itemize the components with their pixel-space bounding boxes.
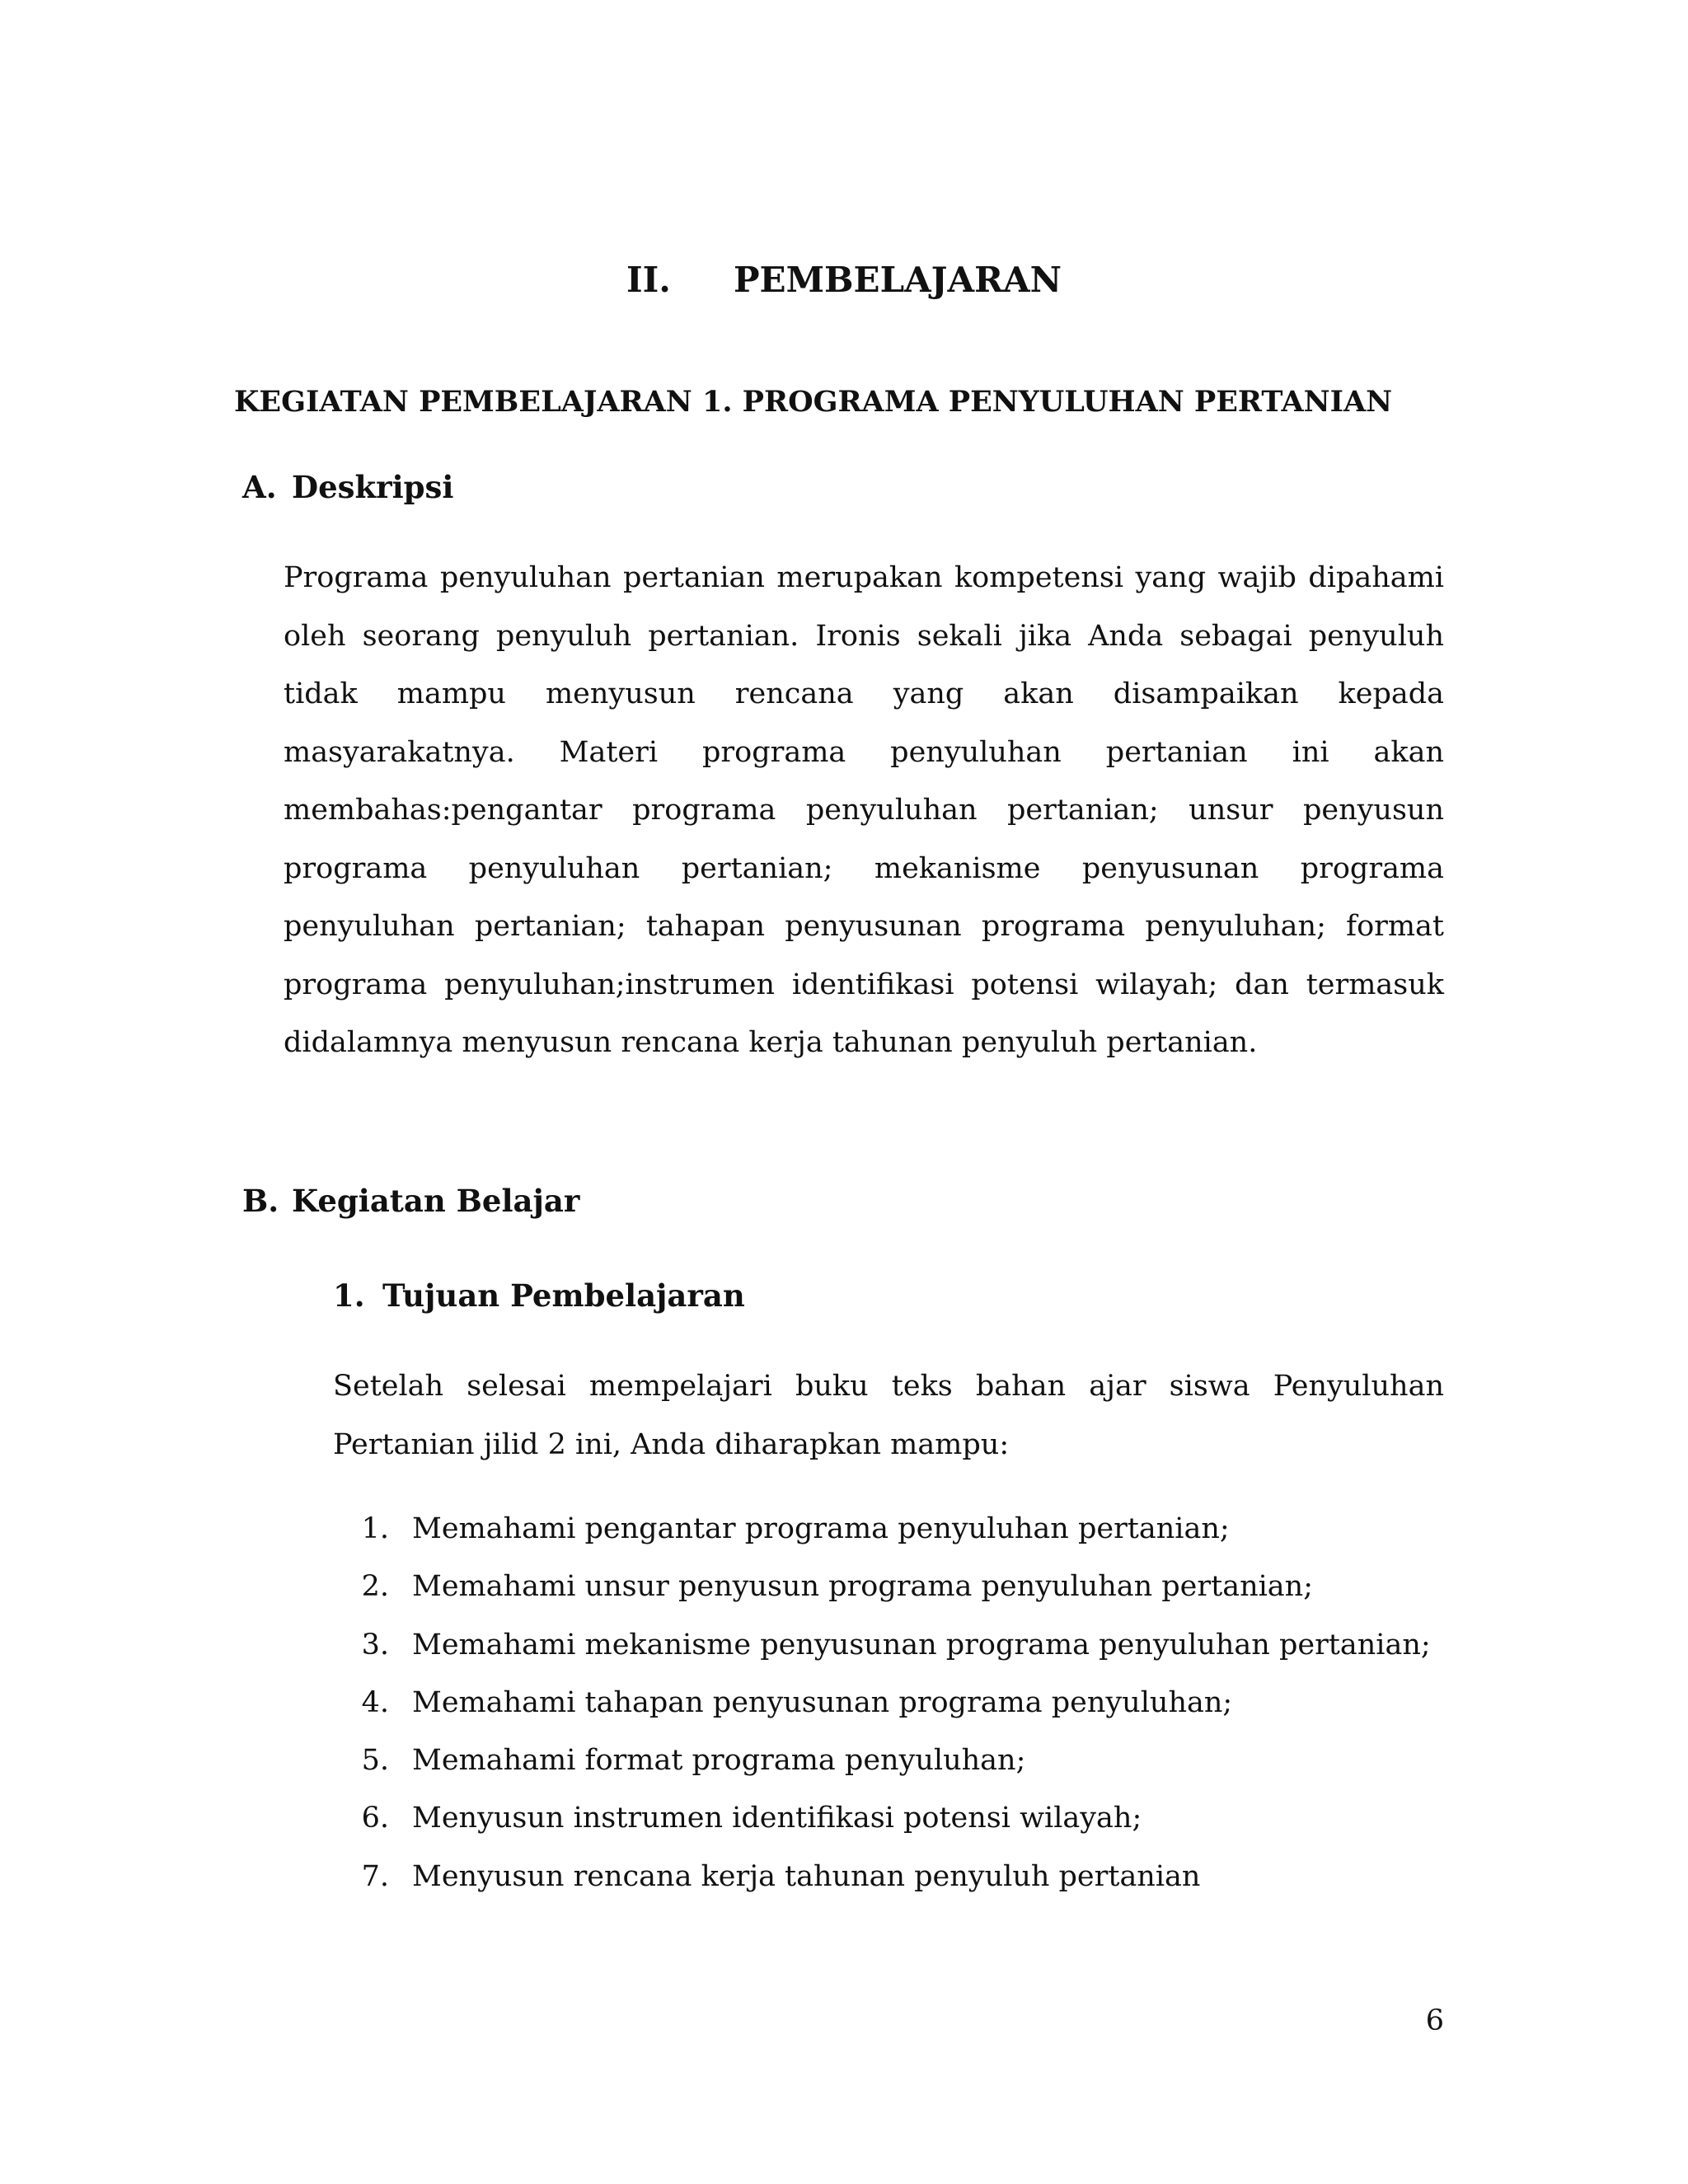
chapter-title-text: PEMBELAJARAN (733, 260, 1062, 301)
list-item (333, 1500, 1431, 1558)
list-item-number: 6. (361, 1802, 389, 1835)
list-item-number: 4. (361, 1685, 389, 1719)
section-a-paragraph: Programa penyuluhan pertanian merupakan kompetensi yang wajib dipahami oleh seorang penyuluh pertanian. Ironis sekali jika Anda sebagai penyuluh tidak mampu menyusun rencana yang akan disampaikan kepada masyarakatnya. Materi programa penyuluhan pertanian ini akan membahas:pengantar programa penyuluhan pertanian; unsur penyusun programa penyuluhan pertanian; mekanisme penyusunan programa penyuluhan pertanian; tahapan penyusunan programa penyuluhan; format programa penyuluhan;instrumen identifikasi potensi wilayah; dan termasuk didalamnya menyusun rencana kerja tahunan penyuluh pertanian. (284, 561, 1444, 1059)
list-item-text: Memahami mekanisme penyusunan programa penyuluhan pertanian; (412, 1628, 1431, 1661)
list-item-number: 2. (361, 1570, 389, 1604)
list-item-text: Memahami unsur penyusun programa penyuluhan pertanian; (412, 1570, 1313, 1604)
list-item (333, 1789, 1431, 1847)
list-item-number: 3. (361, 1628, 389, 1661)
list-item-text: Menyusun instrumen identifikasi potensi wilayah; (412, 1802, 1142, 1835)
objectives-list (333, 1500, 1431, 1905)
subsection-number: 1. (333, 1277, 365, 1314)
list-item-text: Memahami format programa penyuluhan; (412, 1744, 1026, 1778)
list-item (333, 1616, 1431, 1674)
subsection-intro: Setelah selesai mempelajari buku teks bahan ajar siswa Penyuluhan Pertanian jilid 2 ini, Anda diharapkan mampu: (333, 1370, 1444, 1461)
list-item (333, 1558, 1431, 1615)
page-number: 6 (1425, 2004, 1444, 2037)
list-item (333, 1674, 1431, 1732)
section-a-heading (242, 466, 453, 508)
list-item-number: 1. (361, 1512, 389, 1545)
activity-title: KEGIATAN PEMBELAJARAN 1. PROGRAMA PENYULUHAN PERTANIAN (234, 385, 1393, 419)
list-item-number: 5. (361, 1744, 389, 1778)
section-b-title: Kegiatan Belajar (292, 1183, 580, 1219)
section-a-title: Deskripsi (292, 469, 454, 505)
list-item-text: Menyusun rencana kerja tahunan penyuluh pertanian (412, 1859, 1201, 1893)
list-item-text: Memahami pengantar programa penyuluhan pertanian; (412, 1512, 1230, 1545)
section-a-letter: A. (242, 469, 277, 505)
subsection-title: Tujuan Pembelajaran (382, 1277, 745, 1314)
list-item-text: Memahami tahapan penyusunan programa penyuluhan; (412, 1685, 1233, 1719)
list-item-number: 7. (361, 1859, 389, 1893)
subsection-heading (333, 1275, 745, 1316)
section-b-heading (242, 1180, 579, 1221)
chapter-number: II. (626, 260, 671, 301)
chapter-title (0, 257, 1688, 303)
list-item (333, 1848, 1431, 1905)
list-item (333, 1732, 1431, 1789)
section-b-letter: B. (242, 1183, 279, 1219)
